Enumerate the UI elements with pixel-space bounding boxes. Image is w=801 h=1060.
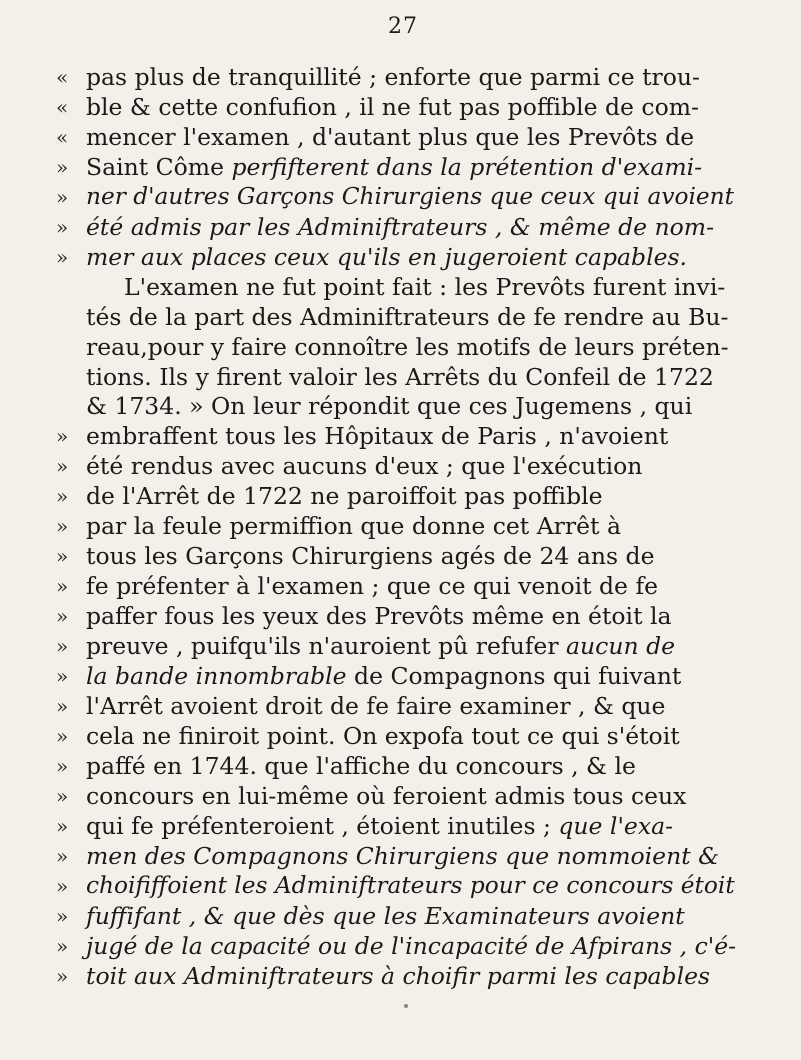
roman-text: tous les Garçons Chirurgiens agés de 24 ans de xyxy=(86,542,655,571)
line-text xyxy=(86,811,673,841)
roman-text: paffé en 1744. que l'affiche du concours , & le xyxy=(86,751,636,780)
quote-marker: » xyxy=(56,244,69,269)
italic-text: été admis par les Adminiftrateurs , & même de nom- xyxy=(86,212,715,241)
text-line xyxy=(0,691,801,721)
paper-stain xyxy=(404,1004,408,1008)
text-line xyxy=(0,92,801,122)
text-line xyxy=(0,781,801,811)
text-line xyxy=(0,212,801,242)
line-text xyxy=(86,721,680,751)
quote-marker: « xyxy=(56,94,69,119)
line-text xyxy=(86,212,714,242)
line-text xyxy=(86,122,694,152)
roman-text: Saint Côme xyxy=(86,152,232,181)
quote-marker: » xyxy=(56,933,69,958)
text-line xyxy=(0,751,801,781)
line-text xyxy=(86,841,719,871)
line-text xyxy=(86,901,685,931)
text-line xyxy=(0,631,801,661)
roman-text: preuve , puifqu'ils n'auroient pû refufer xyxy=(86,632,567,661)
quote-marker: » xyxy=(56,843,69,868)
quote-marker: » xyxy=(56,484,69,509)
text-line xyxy=(0,182,801,212)
quote-marker: » xyxy=(56,214,69,239)
line-text xyxy=(86,481,603,511)
quote-marker: » xyxy=(56,693,69,718)
quote-marker: » xyxy=(56,544,69,569)
page-number: 27 xyxy=(388,14,418,39)
roman-text: mencer l'examen , d'autant plus que les Prevôts de xyxy=(86,122,695,151)
roman-text: ble & cette confufion , il ne fut pas poffible de com- xyxy=(86,92,699,121)
text-line xyxy=(0,272,801,302)
roman-text: paffer fous les yeux des Prevôts même en étoit la xyxy=(86,602,672,631)
text-line xyxy=(0,421,801,451)
roman-text: été rendus avec aucuns d'eux ; que l'exécution xyxy=(86,452,643,481)
italic-text: perfifterent dans la prétention d'exami- xyxy=(231,152,703,181)
quote-marker: » xyxy=(56,604,69,629)
italic-text: aucun de xyxy=(566,632,676,661)
quote-marker: » xyxy=(56,154,69,179)
text-line xyxy=(0,841,801,871)
text-line xyxy=(0,721,801,751)
text-line xyxy=(0,661,801,691)
roman-text: concours en lui-même où feroient admis tous ceux xyxy=(86,781,687,810)
roman-text: de l'Arrêt de 1722 ne paroiffoit pas poffible xyxy=(86,482,603,511)
line-text xyxy=(86,362,714,392)
line-text xyxy=(86,781,686,811)
roman-text: L'examen ne fut point fait : les Prevôts furent invi- xyxy=(124,272,726,301)
line-text xyxy=(86,931,736,961)
line-text xyxy=(86,631,675,661)
italic-text: choififfoient les Adminiftrateurs pour ce concours étoit xyxy=(86,871,735,899)
text-line xyxy=(0,242,801,272)
italic-text: ner d'autres Garçons Chirurgiens que ceux qui avoient xyxy=(86,182,734,210)
text-line xyxy=(0,152,801,182)
line-text xyxy=(86,751,636,781)
roman-text: fe préfenter à l'examen ; que ce qui venoit de fe xyxy=(86,572,659,601)
roman-text: reau,pour y faire connoître les motifs de leurs préten- xyxy=(86,332,729,361)
quote-marker: » xyxy=(56,634,69,659)
line-text xyxy=(86,871,735,901)
line-text xyxy=(86,451,642,481)
line-text xyxy=(86,242,687,272)
roman-text: tions. Ils y firent valoir les Arrêts du Confeil de 1722 xyxy=(86,362,714,391)
line-text xyxy=(124,272,725,302)
text-line xyxy=(0,931,801,961)
roman-text: & 1734. » On leur répondit que ces Jugemens , qui xyxy=(86,392,693,421)
italic-text: la bande innombrable xyxy=(86,662,347,690)
italic-text: que l'exa- xyxy=(558,811,674,840)
line-text xyxy=(86,541,654,571)
text-line xyxy=(0,451,801,481)
italic-text: mer aux places ceux qu'ils en jugeroient capables. xyxy=(86,242,688,271)
text-line xyxy=(0,601,801,631)
text-line xyxy=(0,302,801,332)
line-text xyxy=(86,152,702,182)
quote-marker: » xyxy=(56,454,69,479)
line-text xyxy=(86,661,681,691)
quote-marker: » xyxy=(56,184,69,209)
line-text xyxy=(86,511,621,541)
italic-text: fuffifant , & que dès que les Examinateurs avoient xyxy=(86,901,685,930)
text-line xyxy=(0,811,801,841)
text-line xyxy=(0,481,801,511)
italic-text: toit aux Adminiftrateurs à choifir parmi les capables xyxy=(86,961,711,990)
line-text xyxy=(86,571,658,601)
text-line xyxy=(0,961,801,991)
roman-text: cela ne finiroit point. On expofa tout ce qui s'étoit xyxy=(86,721,680,750)
quote-marker: » xyxy=(56,424,69,449)
line-text xyxy=(86,691,665,721)
text-line xyxy=(0,541,801,571)
quote-marker: » xyxy=(56,813,69,838)
line-text xyxy=(86,961,710,991)
line-text xyxy=(86,92,699,122)
text-line xyxy=(0,391,801,421)
line-text xyxy=(86,421,668,451)
roman-text: l'Arrêt avoient droit de fe faire examiner , & que xyxy=(86,691,666,720)
text-line xyxy=(0,511,801,541)
line-text xyxy=(86,391,692,421)
roman-text: de Compagnons qui fuivant xyxy=(346,662,682,690)
quote-marker: » xyxy=(56,514,69,539)
roman-text: qui fe préfenteroient , étoient inutiles ; xyxy=(86,811,559,840)
italic-text: jugé de la capacité ou de l'incapacité de Afpirans , c'é- xyxy=(86,931,737,960)
italic-text: men des Compagnons Chirurgiens que nommoient & xyxy=(86,841,720,870)
quote-marker: » xyxy=(56,574,69,599)
quote-marker: » xyxy=(56,903,69,928)
quote-marker: « xyxy=(56,124,69,149)
roman-text: par la feule permiffion que donne cet Arrêt à xyxy=(86,512,621,541)
roman-text: pas plus de tranquillité ; enforte que parmi ce trou- xyxy=(86,63,700,91)
roman-text: embraffent tous les Hôpitaux de Paris , n'avoient xyxy=(86,422,669,451)
line-text xyxy=(86,332,729,362)
line-text xyxy=(86,182,734,212)
quote-marker: « xyxy=(56,65,69,89)
quote-marker: » xyxy=(56,783,69,808)
line-text xyxy=(86,302,728,332)
text-line xyxy=(0,122,801,152)
line-text xyxy=(86,601,672,631)
text-line xyxy=(0,871,801,901)
quote-marker: » xyxy=(56,963,69,988)
text-line xyxy=(0,362,801,392)
text-line xyxy=(0,571,801,601)
quote-marker: » xyxy=(56,723,69,748)
line-text xyxy=(86,62,700,92)
quote-marker: » xyxy=(56,753,69,778)
text-line xyxy=(0,332,801,362)
text-line xyxy=(0,901,801,931)
text-line xyxy=(0,62,801,92)
quote-marker: » xyxy=(56,873,69,898)
quote-marker: » xyxy=(56,664,69,688)
roman-text: tés de la part des Adminiftrateurs de fe rendre au Bu- xyxy=(86,302,729,331)
